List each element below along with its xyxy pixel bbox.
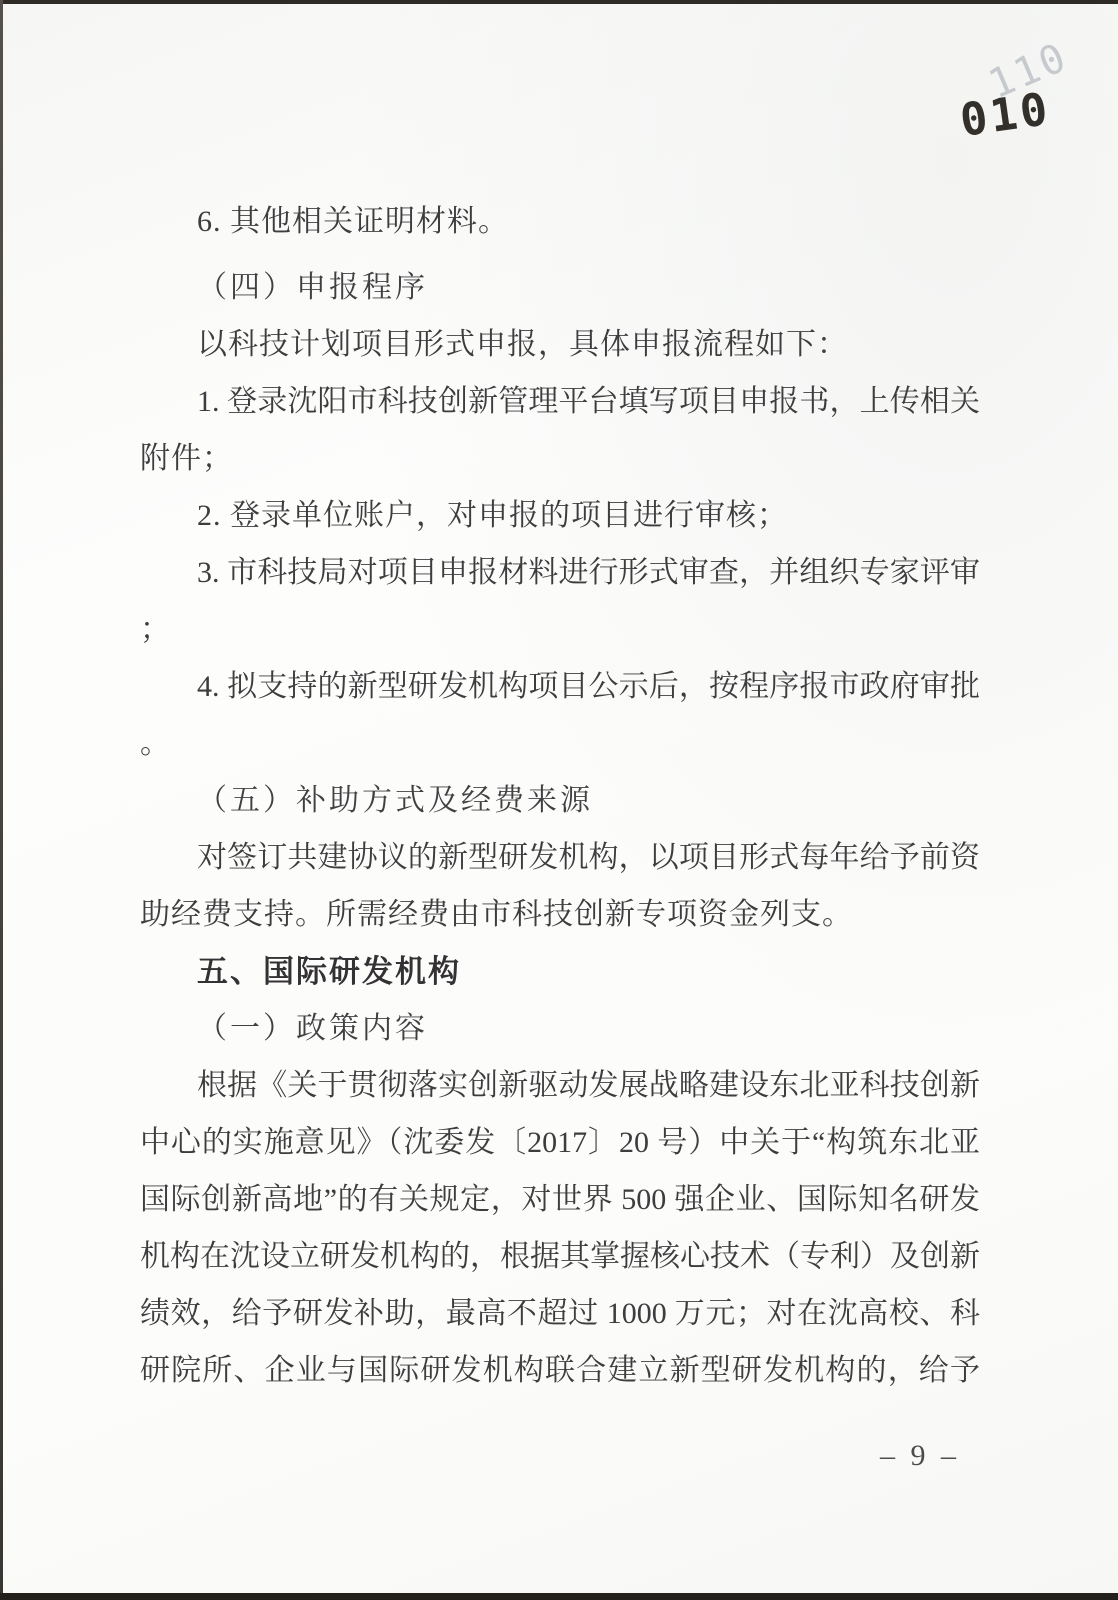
text-line: 五、国际研发机构	[197, 954, 461, 989]
text-line: （一）政策内容	[197, 1012, 428, 1045]
text-line: 助经费支持。所需经费由市科技创新专项资金列支。	[140, 898, 853, 931]
text-line: 根据《关于贯彻落实创新驱动发展战略建设东北亚科技创新	[197, 1069, 980, 1102]
document-body	[140, 193, 980, 1399]
text-line: 3. 市科技局对项目申报材料进行形式审查，并组织专家评审	[197, 556, 980, 589]
text-line: 中心的实施意见》（沈委发〔2017〕20 号）中关于“构筑东北亚	[140, 1126, 980, 1159]
scan-edge-left	[0, 0, 3, 1600]
scan-edge-top	[0, 0, 1118, 4]
text-line: 机构在沈设立研发机构的，根据其掌握核心技术（专利）及创新	[140, 1240, 980, 1273]
text-line: 对签订共建协议的新型研发机构，以项目形式每年给予前资	[197, 841, 980, 874]
text-line: 附件；	[140, 442, 233, 475]
text-line: 4. 拟支持的新型研发机构项目公示后，按程序报市政府审批	[197, 670, 980, 703]
page-number: – 9 –	[880, 1439, 960, 1472]
page-stamp: 010	[956, 81, 1054, 148]
text-line: （四）申报程序	[197, 271, 428, 304]
scan-edge-bottom	[0, 1593, 1118, 1600]
text-line: 国际创新高地”的有关规定，对世界 500 强企业、国际知名研发	[140, 1183, 980, 1216]
text-line: 。	[140, 727, 171, 760]
text-line: 绩效，给予研发补助，最高不超过 1000 万元；对在沈高校、科	[140, 1297, 980, 1330]
text-line: 6. 其他相关证明材料。	[197, 205, 509, 238]
text-line: 2. 登录单位账户，对申报的项目进行审核；	[197, 499, 788, 532]
text-line: （五）补助方式及经费来源	[197, 784, 593, 817]
text-line: 1. 登录沈阳市科技创新管理平台填写项目申报书，上传相关	[197, 385, 980, 418]
text-line: 研院所、企业与国际研发机构联合建立新型研发机构的，给予	[140, 1354, 980, 1387]
text-line: 以科技计划项目形式申报，具体申报流程如下：	[197, 328, 848, 361]
page-stamp-faint: 110	[982, 33, 1076, 109]
text-line: ；	[140, 613, 171, 646]
